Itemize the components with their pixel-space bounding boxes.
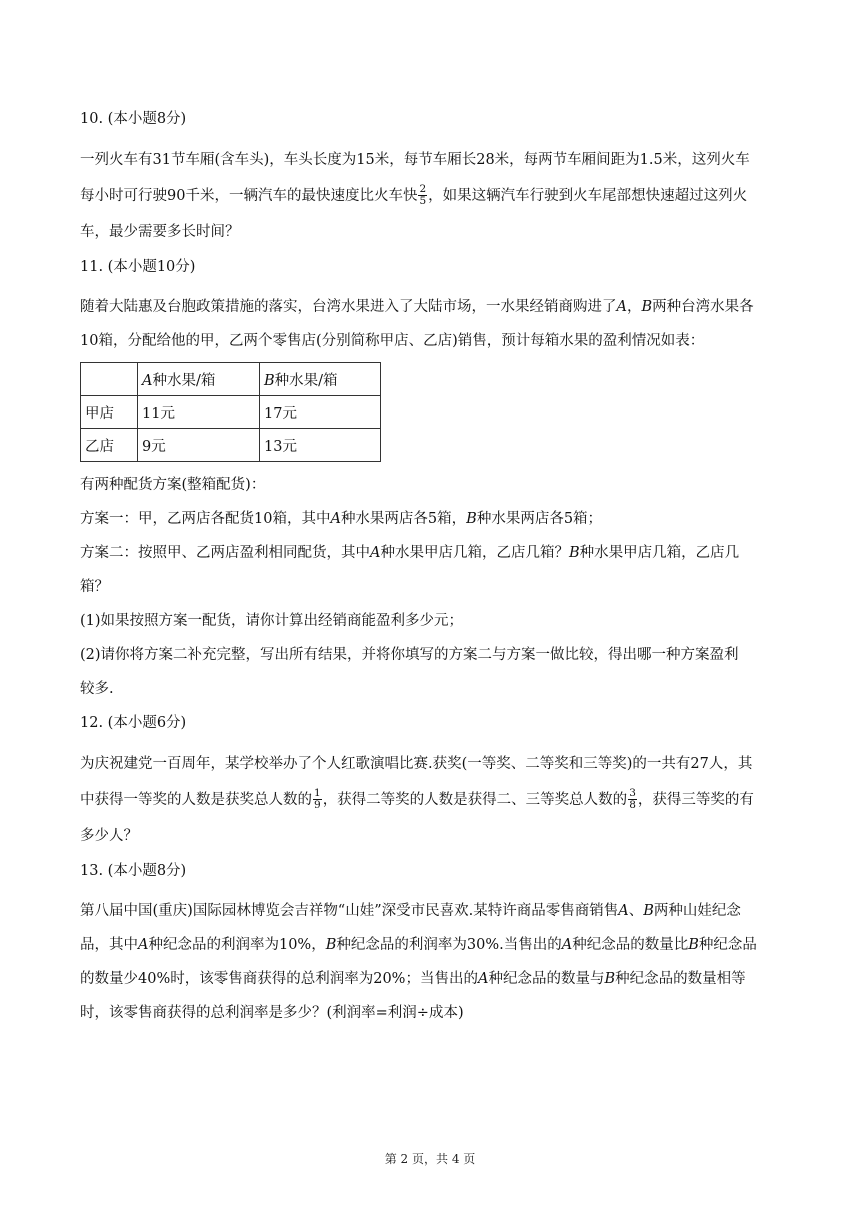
table-cell: 11元 bbox=[138, 396, 260, 429]
q11-schemes bbox=[80, 468, 780, 706]
q13-text-seg: 种纪念品的利润率为30%.当售出的 bbox=[336, 937, 562, 953]
q13-text-seg: 、 bbox=[628, 903, 644, 919]
q11-part2: 较多. bbox=[80, 681, 114, 697]
q11-part1: (1)如果按照方案一配货，请你计算出经销商能盈利多少元； bbox=[80, 613, 464, 629]
frac-num: 1 bbox=[314, 786, 321, 799]
q10-text bbox=[80, 142, 780, 250]
table-cell: 甲店 bbox=[81, 396, 138, 429]
scheme2-text: 方案二：按照甲、乙两店盈利相同配货，其中 bbox=[80, 545, 370, 561]
table-cell: 乙店 bbox=[81, 429, 138, 462]
q13-text-seg: 种纪念品的数量相等 bbox=[615, 971, 746, 987]
header-label: 种水果/箱 bbox=[152, 372, 216, 389]
header-label: 种水果/箱 bbox=[274, 372, 338, 389]
var-b: B bbox=[604, 971, 616, 987]
table-header-row bbox=[81, 363, 381, 396]
comma: ， bbox=[626, 299, 642, 315]
q11-part2: (2)请你将方案二补充完整，写出所有结果，并将你填写的方案二与方案一做比较，得出哪一种方案盈利 bbox=[80, 647, 739, 663]
page-footer: 第 2 页，共 4 页 bbox=[384, 1152, 476, 1166]
q12-fraction-2 bbox=[628, 788, 637, 811]
q13-header: 13. (本小题8分) bbox=[80, 863, 187, 879]
q12-line2c: ，获得三等奖的有 bbox=[637, 792, 754, 808]
q13-text bbox=[80, 894, 780, 1030]
q10-line1: 一列火车有31节车厢(含车头)，车头长度为15米，每节车厢长28米，每两节车厢间距为1.5米，这列火车 bbox=[80, 152, 750, 168]
var-a: A bbox=[370, 545, 381, 561]
table-cell: 17元 bbox=[260, 396, 381, 429]
var-a: A bbox=[477, 971, 489, 987]
var-a: A bbox=[618, 903, 629, 919]
q13-text-seg: 两种山娃纪念 bbox=[653, 903, 741, 919]
q13-text-seg: 时，该零售商获得的总利润率是多少？(利润率=利润÷成本) bbox=[80, 1005, 464, 1021]
table-row bbox=[81, 429, 381, 462]
q12-line1: 为庆祝建党一百周年，某学校举办了个人红歌演唱比赛.获奖(一等奖、二等奖和三等奖)的一共有27人，其 bbox=[80, 756, 753, 772]
scheme2-text: 种水果甲店几箱，乙店几 bbox=[579, 545, 740, 561]
var-b: B bbox=[466, 511, 477, 527]
frac-num: 3 bbox=[629, 786, 636, 799]
q10-frac-num: 2 bbox=[419, 182, 427, 195]
frac-den: 8 bbox=[629, 798, 636, 811]
var-b: B bbox=[325, 937, 337, 953]
q13-text-seg: 种纪念品的数量比 bbox=[572, 937, 689, 953]
var-a: A bbox=[142, 372, 153, 389]
scheme1-text: 种水果两店各5箱； bbox=[476, 511, 603, 527]
scheme1-text: 方案一：甲，乙两店各配货10箱，其中 bbox=[80, 511, 331, 527]
scheme2-text: 种水果甲店几箱，乙店几箱？ bbox=[380, 545, 569, 561]
q13-text-seg: 种纪念品 bbox=[698, 937, 757, 953]
table-cell: 9元 bbox=[138, 429, 260, 462]
table-header-cell bbox=[138, 363, 260, 396]
scheme2-text: 箱？ bbox=[80, 579, 109, 595]
var-b: B bbox=[641, 299, 653, 315]
var-a: A bbox=[138, 937, 149, 953]
q11-intro bbox=[80, 290, 780, 358]
q13-text-seg: 种纪念品的数量与 bbox=[488, 971, 605, 987]
scheme1-text: 种水果两店各5箱， bbox=[340, 511, 467, 527]
var-a: A bbox=[561, 937, 573, 953]
q13-text-seg: 第八届中国(重庆)国际园林博览会吉祥物“山娃”深受市民喜欢.某特许商品零售商销售 bbox=[80, 903, 619, 919]
var-a: A bbox=[330, 511, 341, 527]
q11-intro-line2: 10箱，分配给他的甲，乙两个零售店(分别简称甲店、乙店)销售，预计每箱水果的盈利情况如表： bbox=[80, 333, 705, 349]
q12-header: 12. (本小题6分) bbox=[80, 715, 187, 731]
q10-fraction bbox=[418, 184, 427, 207]
q11-intro-line1b: 两种台湾水果各 bbox=[652, 299, 754, 315]
q12-line2b: ，获得二等奖的人数是获得二、三等奖总人数的 bbox=[322, 792, 628, 808]
q10-header: 10. (本小题8分) bbox=[80, 111, 187, 127]
q12-line3: 多少人？ bbox=[80, 828, 138, 844]
var-a: A bbox=[616, 299, 627, 315]
table-row bbox=[81, 396, 381, 429]
q10-line2b: ，如果这辆汽车行驶到火车尾部想快速超过这列火 bbox=[428, 188, 748, 204]
table-cell: 13元 bbox=[260, 429, 381, 462]
q10-frac-den: 5 bbox=[419, 194, 427, 207]
q12-text bbox=[80, 746, 780, 854]
table-header-cell bbox=[81, 363, 138, 396]
q12-fraction-1 bbox=[313, 788, 322, 811]
table-header-cell bbox=[260, 363, 381, 396]
q11-header: 11. (本小题10分) bbox=[80, 259, 196, 275]
q13-text-seg: 品，其中 bbox=[80, 937, 138, 953]
q13-text-seg: 的数量少40%时，该零售商获得的总利润率为20%；当售出的 bbox=[80, 971, 478, 987]
var-b: B bbox=[643, 903, 654, 919]
frac-den: 9 bbox=[314, 798, 321, 811]
var-b: B bbox=[568, 545, 580, 561]
q10-line3: 车，最少需要多长时间？ bbox=[80, 224, 240, 240]
profit-table bbox=[80, 362, 381, 462]
q13-text-seg: 种纪念品的利润率为10%， bbox=[148, 937, 326, 953]
q10-line2a: 每小时可行驶90千米，一辆汽车的最快速度比火车快 bbox=[80, 188, 418, 204]
document-page bbox=[80, 108, 780, 1030]
var-b: B bbox=[264, 372, 275, 389]
scheme-intro: 有两种配货方案(整箱配货)： bbox=[80, 477, 266, 493]
q12-line2a: 中获得一等奖的人数是获奖总人数的 bbox=[80, 792, 312, 808]
q11-intro-line1a: 随着大陆惠及台胞政策措施的落实，台湾水果进入了大陆市场，一水果经销商购进了 bbox=[80, 299, 617, 315]
var-b: B bbox=[688, 937, 699, 953]
